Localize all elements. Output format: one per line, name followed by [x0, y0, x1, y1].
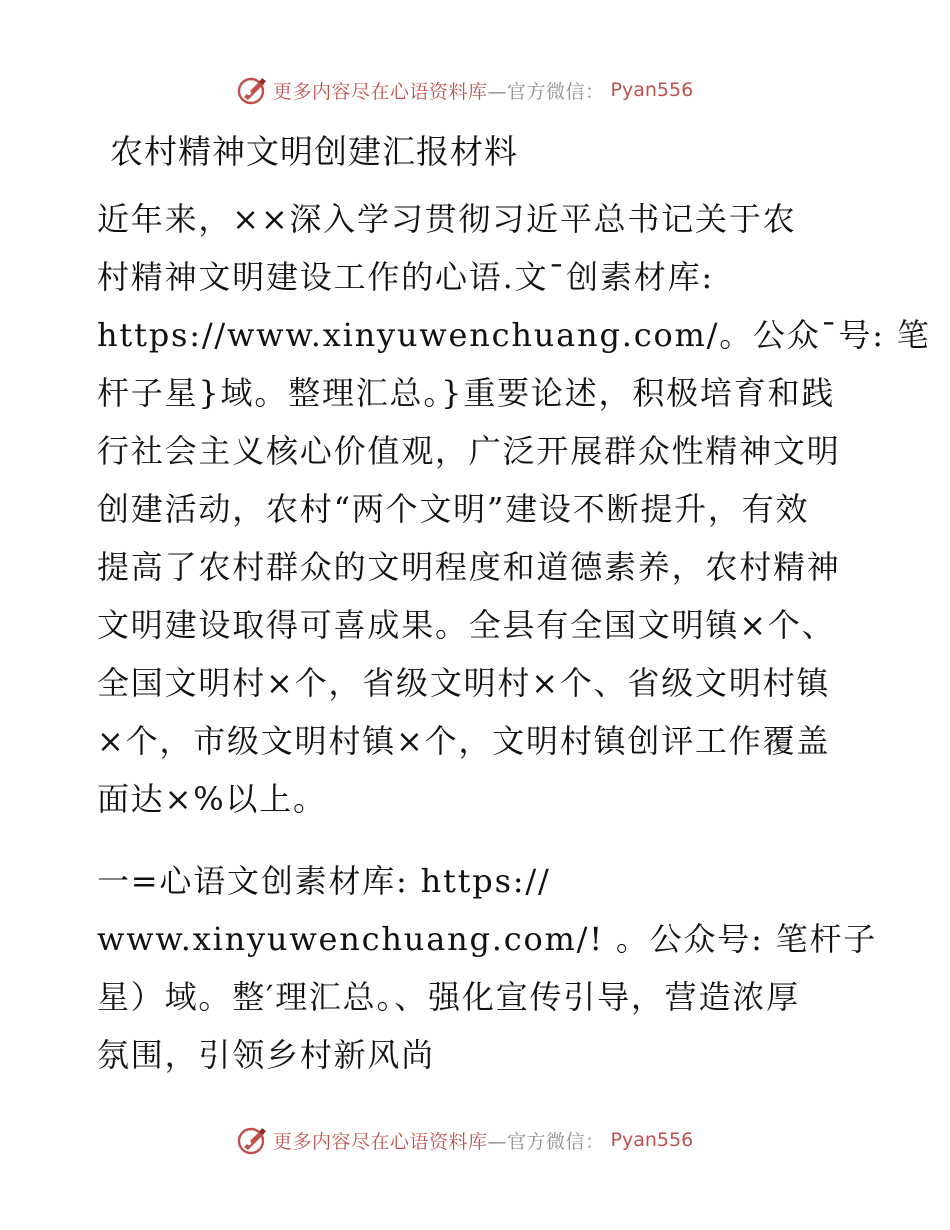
text-line: 面达×%以上。	[97, 780, 327, 818]
header-wechat-id: Pyan556	[610, 79, 694, 101]
text-line: 杆子星}域。整理汇总。}重要论述，积极培育和践	[97, 374, 836, 412]
text-line: 一=心语文创素材库: https://	[97, 862, 551, 900]
text-line: 创建活动，农村“两个文明”建设不断提升，有效	[97, 490, 810, 528]
text-line: 氛围，引领乡村新风尚	[97, 1036, 436, 1074]
footer-wechat-label: —官方微信：	[487, 1130, 605, 1153]
text-line: 行社会主义核心价值观，广泛开展群众性精神文明	[97, 432, 841, 470]
header-banner	[235, 73, 693, 107]
paragraph-2	[97, 852, 878, 1084]
text-line: https://www.xinyuwenchuang.com/。公众¯号: 笔	[97, 316, 931, 354]
paragraph-1	[97, 190, 931, 828]
header-brand-text: 更多内容尽在心语资料库	[273, 80, 488, 103]
text-line: ×个，市级文明村镇×个，文明村镇创评工作覆盖	[97, 722, 831, 760]
document-title: 农村精神文明创建汇报材料	[110, 132, 518, 171]
text-line: 星）域。整′理汇总。、强化宣传引导，营造浓厚	[97, 978, 800, 1016]
text-line: www.xinyuwenchuang.com/! 。公众号: 笔杆子	[97, 920, 878, 958]
text-line: 提高了农村群众的文明程度和道德素养，农村精神	[97, 548, 841, 586]
footer-wechat-id: Pyan556	[610, 1129, 694, 1151]
footer-banner	[235, 1123, 693, 1157]
text-line: 近年来，××深入学习贯彻习近平总书记关于农	[97, 200, 797, 238]
pen-logo-icon	[235, 1123, 269, 1157]
footer-brand-text: 更多内容尽在心语资料库	[273, 1130, 488, 1153]
header-wechat-label: —官方微信：	[487, 80, 605, 103]
pen-logo-icon	[235, 73, 269, 107]
text-line: 全国文明村×个，省级文明村×个、省级文明村镇	[97, 664, 831, 702]
text-line: 村精神文明建设工作的心语.文¯创素材库:	[97, 258, 714, 296]
text-line: 文明建设取得可喜成果。全县有全国文明镇×个、	[97, 606, 836, 644]
